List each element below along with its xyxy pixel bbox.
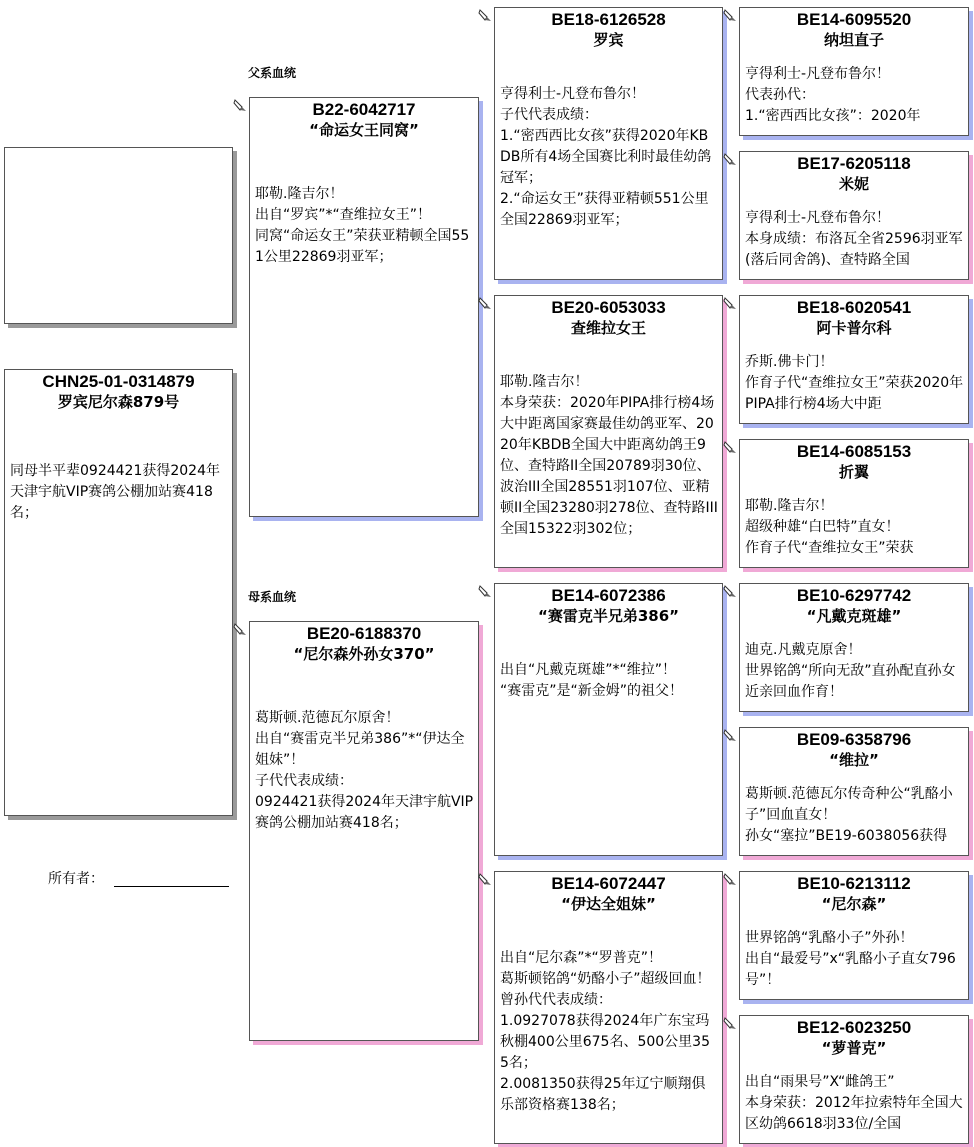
- pigeon-description: 耶勒.隆吉尔！ 本身荣获：2020年PIPA排行榜4场大中距离国家赛最佳幼鸽亚军、2020年KBDB全国大中距离幼鸽王9位、查特路II全国20789羽30位、波治III全国28551羽107位、亚精顿II全国23280羽278位、查特路III全国15322羽302位；: [500, 374, 718, 537]
- subject-card: [4, 369, 233, 816]
- ring-number: BE14-6095520: [796, 10, 912, 29]
- pigeon-name: 罗宾: [593, 31, 624, 49]
- ring-number: BE14-6072447: [551, 874, 666, 893]
- pigeon-description: 亨得利士-凡登布鲁尔！ 本身成绩：布洛瓦全省2596羽亚军(落后同舍鸽)、查特路全国: [745, 210, 963, 268]
- ring-number: BE14-6085153: [796, 442, 912, 461]
- ring-number: BE18-6020541: [796, 298, 912, 317]
- pencil-edit-icon[interactable]: [723, 871, 739, 887]
- pigeon-description: 亨得利士-凡登布鲁尔！ 子代代表成绩： 1.“密西西比女孩”获得2020年KBDB所有4场全国赛比利时最佳幼鸽冠军； 2.“命运女王”获得亚精顿551公里全国22869羽亚军；: [500, 86, 712, 228]
- ring-number: BE10-6297742: [796, 586, 912, 605]
- pigeon-description: 葛斯顿.范德瓦尔传奇种公“乳酪小子”回血直女！ 孙女“塞拉”BE19-6038056获得: [745, 786, 953, 844]
- pigeon-name: “伊达全姐妹”: [561, 895, 656, 913]
- pencil-edit-icon[interactable]: [723, 295, 739, 311]
- pigeon-name: “凡戴克斑雄”: [806, 607, 902, 625]
- grandparent-card-dam-sire: [494, 583, 723, 856]
- grandparent-card-sire-dam: [494, 295, 723, 568]
- owner-signature-line[interactable]: [114, 886, 229, 887]
- pencil-edit-icon[interactable]: [723, 1015, 739, 1031]
- pencil-edit-icon[interactable]: [233, 97, 249, 113]
- subject-description: 同母半平辈0924421获得2024年天津宇航VIP赛鸽公棚加站赛418名；: [10, 463, 220, 521]
- pencil-edit-icon[interactable]: [723, 727, 739, 743]
- pigeon-description: 出自“凡戴克斑雄”*“维拉”！ “赛雷克”是“新金姆”的祖父！: [500, 662, 684, 699]
- ring-number: BE20-6053033: [551, 298, 666, 317]
- great-grandparent-card-6: [739, 727, 969, 856]
- pigeon-description: 乔斯.佛卡门！ 作育子代“查维拉女王”荣获2020年PIPA排行榜4场大中距: [745, 354, 964, 412]
- dam-card: [249, 621, 479, 1041]
- grandparent-card-dam-dam: [494, 871, 723, 1144]
- great-grandparent-card-2: [739, 151, 969, 280]
- sire-description: 耶勒.隆吉尔！ 出自“罗宾”*“查维拉女王”！ 同窝“命运女王”荣获亚精顿全国551公里22869羽亚军；: [255, 186, 470, 265]
- pencil-edit-icon[interactable]: [478, 583, 494, 599]
- ring-number: BE10-6213112: [797, 874, 911, 893]
- subject-ring-number: CHN25-01-0314879: [42, 372, 195, 391]
- sire-ring-number: B22-6042717: [312, 100, 416, 119]
- owner-label: 所有者：: [48, 871, 104, 887]
- pencil-edit-icon[interactable]: [723, 7, 739, 23]
- pigeon-name: 折翼: [838, 463, 869, 481]
- pigeon-description: 耶勒.隆吉尔！ 超级种雄“白巴特”直女！ 作育子代“查维拉女王”荣获: [745, 498, 914, 556]
- ring-number: BE09-6358796: [796, 730, 912, 749]
- pigeon-description: 出自“雨果号”X“雌鸽王” 本身荣获：2012年拉索特年全国大区幼鸽6618羽33位/全国: [745, 1074, 963, 1132]
- great-grandparent-card-5: [739, 583, 969, 712]
- pigeon-name: 米妮: [838, 175, 869, 193]
- ring-number: BE14-6072386: [551, 586, 666, 605]
- pigeon-description: 世界铭鸽“乳酪小子”外孙！ 出自“最爱号”x“乳酪小子直女796号”！: [745, 930, 956, 988]
- dam-name: “尼尔森外孙女370”: [293, 645, 435, 663]
- pigeon-name: 查维拉女王: [570, 319, 646, 337]
- photo-box: [4, 147, 233, 324]
- pencil-edit-icon[interactable]: [723, 439, 739, 455]
- sire-line-label: 父系血统: [248, 66, 297, 80]
- pencil-edit-icon[interactable]: [478, 7, 494, 23]
- sire-name: “命运女王同窝”: [309, 121, 419, 139]
- pigeon-name: “尼尔森”: [821, 895, 887, 913]
- dam-description: 葛斯顿.范德瓦尔原舍！ 出自“赛雷克半兄弟386”*“伊达全姐妹”！ 子代代表成绩： 0924421获得2024年天津宇航VIP赛鸽公棚加站赛418名；: [255, 710, 474, 831]
- subject-name: 罗宾尼尔森879号: [57, 393, 180, 411]
- pencil-edit-icon[interactable]: [723, 583, 739, 599]
- sire-card: [249, 97, 479, 517]
- great-grandparent-card-4: [739, 439, 969, 568]
- pigeon-description: 出自“尼尔森”*“罗普克”！ 葛斯顿铭鸽“奶酪小子”超级回血！ 曾孙代代表成绩： 1.0927078获得2024年广东宝玛秋棚400公里675名、500公里355名； 2.0081350获得25年辽宁顺翔俱乐部资格赛138名；: [500, 950, 711, 1113]
- great-grandparent-card-1: [739, 7, 969, 136]
- great-grandparent-card-8: [739, 1015, 969, 1144]
- pencil-edit-icon[interactable]: [233, 621, 249, 637]
- pigeon-name: 阿卡普尔科: [816, 319, 892, 337]
- pencil-edit-icon[interactable]: [478, 295, 494, 311]
- grandparent-card-sire-sire: [494, 7, 723, 280]
- pigeon-name: “萝普克”: [821, 1039, 887, 1057]
- great-grandparent-card-3: [739, 295, 969, 424]
- great-grandparent-card-7: [739, 871, 969, 1000]
- pencil-edit-icon[interactable]: [478, 871, 494, 887]
- pigeon-name: “维拉”: [829, 751, 879, 769]
- dam-line-label: 母系血统: [248, 590, 297, 604]
- pigeon-name: “赛雷克半兄弟386”: [537, 607, 680, 625]
- ring-number: BE12-6023250: [796, 1018, 912, 1037]
- ring-number: BE17-6205118: [797, 154, 911, 173]
- pigeon-description: 亨得利士-凡登布鲁尔！ 代表孙代： 1.“密西西比女孩”：2020年: [745, 66, 921, 124]
- ring-number: BE18-6126528: [551, 10, 666, 29]
- dam-ring-number: BE20-6188370: [306, 624, 422, 643]
- pencil-edit-icon[interactable]: [723, 151, 739, 167]
- pigeon-description: 迪克.凡戴克原舍！ 世界铭鸽“所向无敌”直孙配直孙女近亲回血作育！: [745, 642, 956, 700]
- pigeon-name: 纳坦直子: [823, 31, 884, 49]
